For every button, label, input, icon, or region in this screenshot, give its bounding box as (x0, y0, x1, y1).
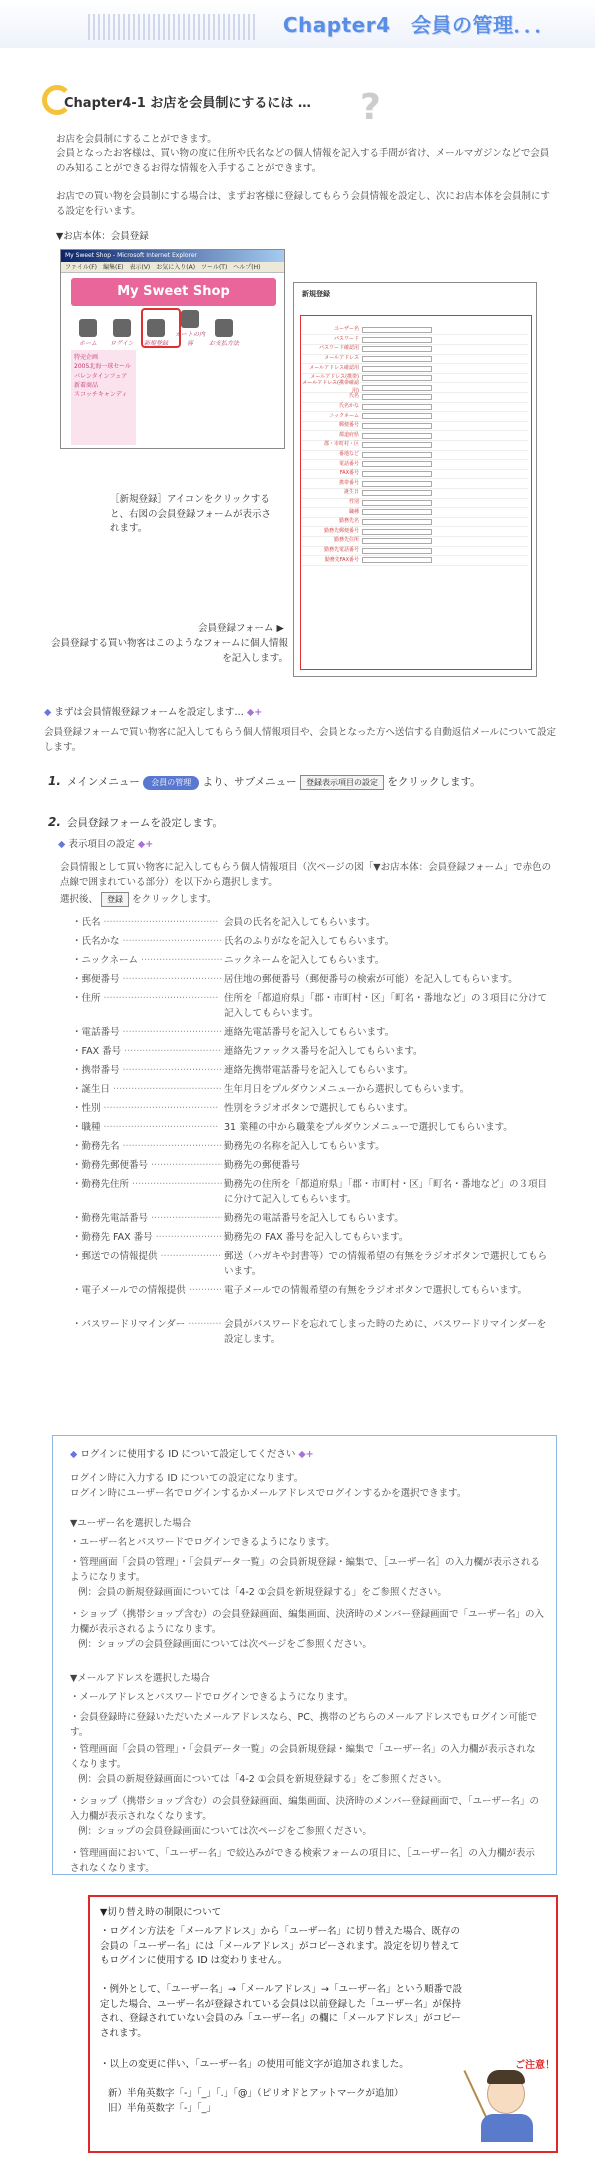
username-note-2-example: 例：会員の新規登録画面については「4-2 ①会員を新規登録する」をご参照ください。 (78, 1587, 447, 1598)
form-row-label: 勤務先名 (338, 518, 359, 525)
member-menu-button[interactable]: 会員の管理 (143, 776, 199, 790)
display-item-name: ・性別 ····· (72, 1102, 222, 1117)
display-item-description: 生年月日をプルダウンメニューから選択してもらいます。 (224, 1084, 470, 1095)
display-item-description: 勤務先の住所を「都道府県」「郡・市町村・区」「町名・番地など」の３項目に分けて記入してもらいます。 (224, 1179, 548, 1205)
email-note-3: ・管理画面「会員の管理」・「会員データ一覧」の会員新規登録・編集で「ユーザー名」の入力欄が表示されなくなります。 (70, 1744, 536, 1770)
register-button[interactable]: 登録 (101, 892, 129, 907)
display-item-name: ・勤務先 FAX 番号 ····· (72, 1231, 222, 1246)
home-icon[interactable]: ホーム (71, 319, 105, 348)
display-item-name: ・パスワードリマインダー ····· (72, 1318, 222, 1333)
display-item-description: 勤務先の名称を記入してもらいます。 (224, 1141, 385, 1152)
display-item-name: ・携帯番号 ····· (72, 1064, 222, 1079)
step-1: 1. メインメニュー 会員の管理 より、サブメニュー 登録表示項目の設定 をクリックします。 (48, 774, 481, 788)
form-note-desc: 会員登録する買い物客はこのようなフォームに個人情報を記入します。 (50, 638, 288, 664)
email-note-1: ・メールアドレスとパスワードでログインできるようになります。 (70, 1692, 354, 1703)
side-link[interactable]: 新着商品 (74, 381, 99, 389)
display-item-name: ・勤務先郵便番号 ····· (72, 1159, 222, 1174)
username-note-2: ・管理画面「会員の管理」・「会員データ一覧」の会員新規登録・編集で、［ユーザー名］の入力欄が表示されるようになります。 (70, 1557, 541, 1583)
display-item-description: 居住地の郵便番号（郵便番号の検索が可能）を記入してもらいます。 (224, 974, 518, 985)
login-box-heading: ◆ ログインに使用する ID について設定してください ◆+ (70, 1449, 314, 1460)
register-highlight (141, 308, 181, 348)
register-note: ［新規登録］アイコンをクリックすると、右図の会員登録フォームが表示されます。 (110, 494, 272, 535)
display-items-button[interactable]: 登録表示項目の設定 (300, 775, 384, 790)
intro-line-1: お店を会員制にすることができます。 (56, 134, 217, 145)
banner-decoration (88, 14, 258, 40)
caution-heading: ▼切り替え時の制限について (100, 1907, 222, 1918)
display-item-description: 郵送（ハガキや封書等）での情報希望の有無をラジオボタンで選択してもらいます。 (224, 1251, 548, 1277)
form-row-label: 郵便番号 (338, 422, 359, 429)
email-note-3-example: 例：会員の新規登録画面については「4-2 ①会員を新規登録する」をご参照ください。 (78, 1774, 447, 1785)
select-instruction: 選択後、 登録 をクリックします。 (60, 894, 217, 905)
shop-side-menu (71, 350, 136, 445)
caution-note-2: ・例外として、「ユーザー名」→「メールアドレス」→「ユーザー名」という順番で設定した場合、ユーザー名が登録されている会員は以前登録した「ユーザー名」が保持され、登録されていない会員のみ「ユーザー名」の欄に「メールアドレス」がコピーされます。 (100, 1984, 463, 2040)
display-item-name: ・郵送での情報提供 ····· (72, 1250, 222, 1265)
display-item-name: ・郵便番号 ····· (72, 973, 222, 988)
display-item-name: ・勤務先住所 ····· (72, 1178, 222, 1193)
form-row-label: 電話番号 (338, 460, 359, 467)
display-item-description: 性別をラジオボタンで選択してもらいます。 (224, 1103, 414, 1114)
diamond-plus-icon: ◆+ (246, 707, 263, 718)
display-item-name: ・職種 ····· (72, 1121, 222, 1136)
side-link[interactable]: 特売企画 (74, 354, 99, 361)
display-item-name: ・勤務先名 ····· (72, 1140, 222, 1155)
form-row-label: 番地など (338, 450, 359, 457)
form-row-label: 誕生日 (343, 489, 359, 496)
form-row-label: 氏名かな (338, 403, 359, 410)
register-icon[interactable]: 新規登録 (139, 319, 173, 348)
email-note-2: ・会員登録時に登録いただいたメールアドレスなら、PC、携帯のどちらのメールアドレスでもログイン可能です。 (70, 1712, 537, 1738)
form-row-label: 携帯番号 (338, 479, 359, 486)
form-row-label: メールアドレス(携帯確認用) (302, 379, 359, 394)
sub-heading: ◆ 表示項目の設定 ◆+ (58, 839, 154, 850)
form-row-label: 職種 (348, 508, 359, 515)
caution-mascot (475, 2058, 555, 2143)
diamond-icon: ◆ (70, 1449, 78, 1460)
username-note-3-example: 例：ショップの会員登録画面については次ページをご参照ください。 (78, 1639, 372, 1650)
mascot-body (481, 2114, 533, 2142)
display-item-description: 勤務先の FAX 番号を記入してもらいます。 (224, 1232, 409, 1243)
email-note-5: ・管理画面において、「ユーザー名」で絞込みができる検索フォームの項目に、［ユーザー名］の入力欄が表示されなくなります。 (70, 1848, 535, 1874)
form-row-label: メールアドレス確認用 (309, 364, 359, 371)
chapter-banner (0, 0, 595, 48)
display-item-description: 会員がパスワードを忘れてしまった時のために、パスワードリマインダーを設定します。 (224, 1319, 547, 1345)
caution-note-1: ・ログイン方法を「メールアドレス」から「ユーザー名」に切り替えた場合、既存の会員の「ユーザー名」には「メールアドレス」がコピーされます。設定を切り替えてもログインに使用する ID は変わりません。 (100, 1926, 461, 1967)
login-intro-1: ログイン時に入力する ID についての設定になります。 (70, 1473, 304, 1484)
form-row-label: 氏名 (348, 393, 359, 400)
display-item-description: 31 業種の中から職業をプルダウンメニューで選択してもらいます。 (224, 1122, 513, 1133)
display-item-name: ・誕生日 ····· (72, 1083, 222, 1098)
step-2: 2. 会員登録フォームを設定します。 (48, 815, 224, 829)
display-item-description: 住所を「都道府県」「郡・市町村・区」「町名・番地など」の３項目に分けて記入してもらいます。 (224, 993, 548, 1019)
payment-icon[interactable]: お支払方法 (207, 319, 241, 348)
display-item-description: 連絡先ファックス番号を記入してもらいます。 (224, 1046, 423, 1057)
email-heading: ▼メールアドレスを選択した場合 (70, 1673, 210, 1684)
form-row-label: ニックネーム (329, 412, 359, 419)
form-row-label: 郡・市町村・区 (323, 441, 359, 448)
form-row-label: 勤務先電話番号 (323, 546, 359, 553)
display-item-name: ・氏名かな ····· (72, 935, 222, 950)
form-row-label: FAX番号 (339, 470, 359, 477)
display-item-name: ・電話番号 ····· (72, 1026, 222, 1041)
figure-caption: ▼お店本体：会員登録 (56, 231, 149, 242)
intro-paragraph: 会員となったお客様は、買い物の度に住所や氏名などの個人情報を記入する手間が省け、メールマガジンなどで会員のみ知ることができるお得な情報を入手することができます。 (56, 148, 550, 174)
mascot-hair (487, 2070, 525, 2084)
form-row-label: パスワード (333, 335, 359, 342)
browser-titlebar: My Sweet Shop - Microsoft Internet Explorer (61, 250, 284, 262)
form-row-label: メールアドレス (324, 355, 359, 362)
sub-description: 会員情報として買い物客に記入してもらう個人情報項目（次ページの図「▼お店本体：会員登録フォーム」で赤色の点線で囲まれている部分）を以下から選択します。 (60, 862, 552, 888)
form-note-title: 会員登録フォーム ▶ (198, 623, 284, 634)
form-row-label: メールアドレス(携帯) (310, 374, 359, 381)
setup-heading: ◆ まずは会員情報登録フォームを設定します… ◆+ (44, 707, 263, 718)
display-item-name: ・ニックネーム ····· (72, 954, 222, 969)
display-item-description: 連絡先電話番号を記入してもらいます。 (224, 1027, 395, 1038)
form-row-label: ユーザー名 (333, 326, 359, 333)
display-item-description: 氏名のふりがなを記入してもらいます。 (224, 936, 395, 947)
display-item-description: 連絡先携帯電話番号を記入してもらいます。 (224, 1065, 414, 1076)
display-item-description: 勤務先の郵便番号 (224, 1160, 301, 1171)
display-item-description: 電子メールでの情報希望の有無をラジオボタンで選択してもらいます。 (224, 1285, 528, 1296)
display-item-description: 勤務先の電話番号を記入してもらいます。 (224, 1213, 404, 1224)
form-row-label: 勤務先住所 (333, 537, 359, 544)
section-title: Chapter4-1 お店を会員制にするには … (64, 96, 311, 111)
form-row-label: 勤務先FAX番号 (324, 556, 359, 563)
username-note-1: ・ユーザー名とパスワードでログインできるようになります。 (70, 1537, 335, 1548)
display-item-description: ニックネームを記入してもらいます。 (224, 955, 385, 966)
display-item-name: ・住所 ····· (72, 992, 222, 1007)
username-heading: ▼ユーザー名を選択した場合 (70, 1518, 192, 1529)
required-fields-frame (300, 315, 532, 670)
form-row-label: パスワード確認用 (318, 345, 359, 352)
login-icon[interactable]: ログイン (105, 319, 139, 348)
section-heading (42, 80, 552, 128)
form-row-label: 都道府県 (338, 431, 359, 438)
display-item-name: ・FAX 番号 ····· (72, 1045, 222, 1060)
caution-note-3-old: 旧）半角英数字「-」「_」 (108, 2103, 216, 2114)
email-note-4-example: 例：ショップの会員登録画面については次ページをご参照ください。 (78, 1826, 372, 1837)
login-intro-2: ログイン時にユーザー名でログインするかメールアドレスでログインするかを選択できます。 (70, 1488, 467, 1499)
form-row-label: 性別 (348, 498, 359, 505)
display-item-name: ・氏名 ····· (72, 916, 222, 931)
email-note-4: ・ショップ（携帯ショップ含む）の会員登録画面、編集画面、決済時のメンバー登録画面で、「ユーザー名」の入力欄が表示されなくなります。 (70, 1796, 540, 1822)
side-link[interactable]: スコッチキャンディ (74, 391, 128, 399)
display-item-name: ・電子メールでの情報提供 ····· (72, 1284, 222, 1299)
diamond-icon: ◆ (58, 839, 66, 850)
diamond-plus-icon: ◆+ (298, 1449, 314, 1460)
diamond-plus-icon: ◆+ (137, 839, 154, 850)
username-note-3: ・ショップ（携帯ショップ含む）の会員登録画面、編集画面、決済時のメンバー登録画面で「ユーザー名」の入力欄が表示されるようになります。 (70, 1609, 544, 1635)
caution-exclamation: ご注意！ (515, 2060, 555, 2071)
form-row-label: 勤務先郵便番号 (323, 527, 359, 534)
intro-setup-paragraph: お店での買い物を会員制にする場合は、まずお客様に登録してもらう会員情報を設定し、次にお店本体を会員制にする設定を行います。 (56, 191, 551, 217)
caution-note-3: ・以上の変更に伴い、「ユーザー名」の使用可能文字が追加されました。 (100, 2059, 409, 2070)
question-mark-icon: ? (360, 87, 381, 128)
form-title: 新規登録 (302, 290, 330, 298)
display-item-description: 会員の氏名を記入してもらいます。 (224, 917, 376, 928)
side-link[interactable]: 2005北海一球セール (74, 363, 131, 371)
side-link[interactable]: バレンタインフェア (74, 372, 128, 380)
diamond-icon: ◆ (44, 707, 52, 718)
shop-logo: My Sweet Shop (71, 278, 276, 306)
caution-note-3-new: 新）半角英数字「-」「_」「.」「@」（ピリオドとアットマークが追加） (108, 2088, 404, 2099)
shop-browser-screenshot (60, 249, 285, 449)
setup-description: 会員登録フォームで買い物客に記入してもらう個人情報項目や、会員となった方へ送信する自動返信メールについて設定します。 (44, 727, 556, 753)
cart-icon[interactable]: カートの内容 (173, 310, 207, 349)
browser-menubar: ファイル(F) 編集(E) 表示(V) お気に入り(A) ツール(T) ヘルプ(H) (61, 262, 284, 273)
display-item-name: ・勤務先電話番号 ····· (72, 1212, 222, 1227)
chapter-title: Chapter4 会員の管理．．． (282, 13, 555, 37)
